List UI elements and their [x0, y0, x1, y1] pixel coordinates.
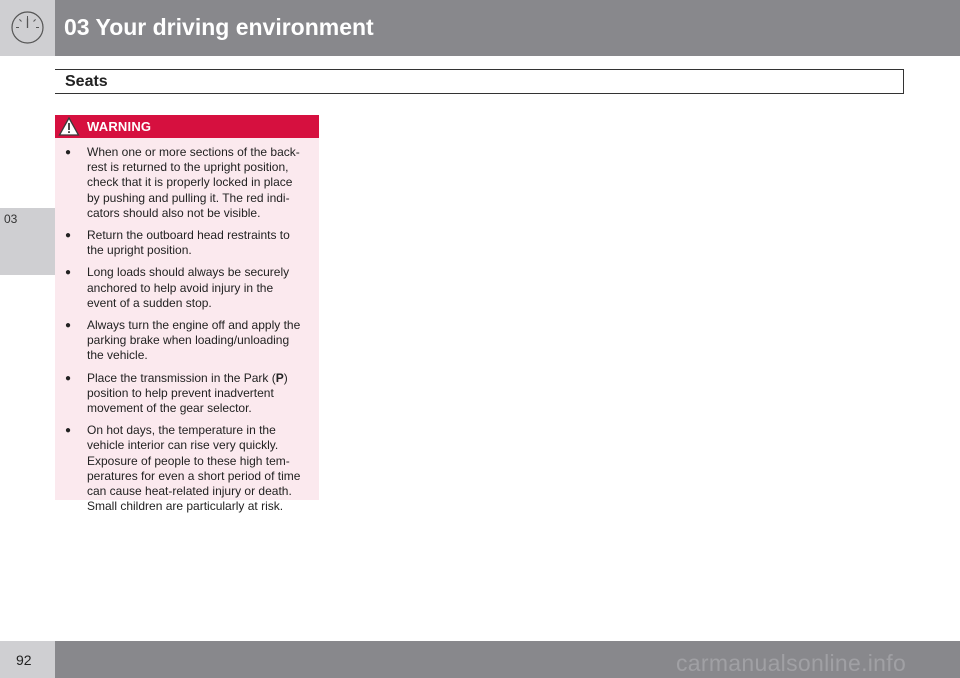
warning-line: Always turn the engine off and apply the — [87, 318, 301, 333]
warning-line: On hot days, the temperature in the — [87, 423, 276, 438]
page-number: 92 — [16, 652, 32, 668]
warning-header — [55, 115, 319, 138]
bullet-icon: ● — [65, 320, 72, 332]
warning-item — [55, 228, 319, 258]
warning-line: can cause heat-related injury or death. — [87, 484, 292, 499]
section-title-bar — [55, 69, 904, 94]
warning-line: Return the outboard head restraints to — [87, 228, 290, 243]
warning-line: event of a sudden stop. — [87, 295, 212, 310]
warning-line: position to help prevent inadvertent — [87, 385, 274, 400]
chapter-title: 03 Your driving environment — [64, 14, 374, 40]
warning-item — [55, 265, 319, 311]
bullet-icon: ● — [65, 267, 72, 279]
bullet-icon: ● — [65, 372, 72, 384]
warning-line: vehicle interior can rise very quickly. — [87, 438, 279, 453]
warning-line: movement of the gear selector. — [87, 401, 252, 416]
warning-item — [55, 423, 319, 514]
warning-line: Long loads should always be securely — [87, 265, 290, 280]
section-title: Seats — [65, 73, 108, 90]
chapter-tab-label: 03 — [4, 212, 18, 226]
warning-line: by pushing and pulling it. The red indi- — [87, 190, 290, 205]
warning-line: Small children are particularly at risk. — [87, 499, 284, 514]
warning-line: rest is returned to the upright position, — [87, 160, 289, 175]
warning-line: peratures for even a short period of time — [87, 468, 301, 483]
warning-line: cators should also not be visible. — [87, 205, 261, 220]
warning-item — [55, 371, 319, 417]
bullet-icon: ● — [65, 147, 72, 158]
watermark: carmanualsonline.info — [676, 650, 907, 676]
warning-triangle-icon — [58, 116, 80, 137]
warning-line: When one or more sections of the back- — [87, 145, 300, 159]
bullet-icon: ● — [65, 425, 72, 437]
warning-item — [55, 145, 319, 221]
warning-line: check that it is properly locked in place — [87, 175, 293, 190]
bullet-icon: ● — [65, 230, 72, 242]
warning-item — [55, 318, 319, 364]
warning-line: the vehicle. — [87, 348, 148, 363]
header-icon-box — [0, 0, 55, 56]
warning-line: Place the transmission in the Park (P) — [87, 370, 288, 385]
warning-list — [55, 145, 319, 521]
gauge-icon — [10, 10, 45, 45]
warning-line: anchored to help avoid injury in the — [87, 280, 274, 295]
warning-label: WARNING — [87, 119, 152, 134]
warning-line: Exposure of people to these high tem- — [87, 453, 290, 468]
warning-box — [55, 115, 319, 514]
warning-line: parking brake when loading/unloading — [87, 333, 290, 348]
warning-line: the upright position. — [87, 243, 192, 258]
